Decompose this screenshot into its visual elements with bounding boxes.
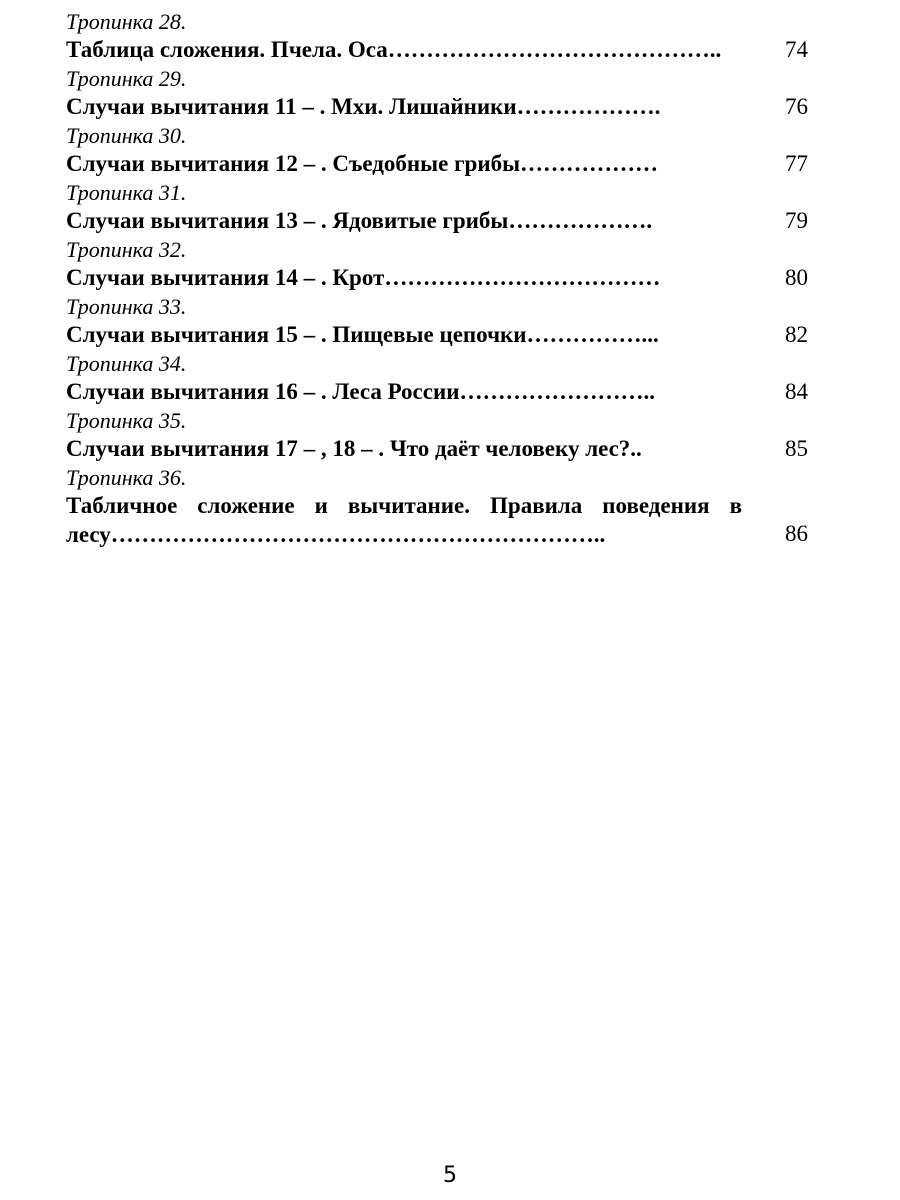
entry-title: Случаи вычитания 14 – . Крот………………………………	[66, 265, 661, 290]
toc-entry	[66, 236, 808, 293]
page-number: 5	[443, 1163, 457, 1188]
entry-row	[66, 320, 808, 350]
section-label: Тропинка 35.	[66, 408, 187, 433]
entry-page-number: 77	[785, 151, 808, 176]
entry-page-number: 86	[785, 521, 808, 546]
entry-row	[66, 35, 808, 65]
entry-title: Случаи вычитания 17 – , 18 – . Что даёт человеку лес?..	[66, 436, 642, 461]
toc-entry	[66, 293, 808, 350]
entry-row	[66, 149, 808, 179]
toc-entry	[66, 350, 808, 407]
entry-page-number: 74	[785, 37, 808, 62]
toc-entry	[66, 122, 808, 179]
section-label: Тропинка 28.	[66, 9, 187, 34]
entry-title: Таблица сложения. Пчела. Оса……………………………………..	[66, 37, 722, 62]
toc-entry	[66, 179, 808, 236]
entry-row	[66, 434, 808, 464]
entry-title: Случаи вычитания 11 – . Мхи. Лишайники……………….	[66, 94, 661, 119]
toc-entry	[66, 8, 808, 65]
entry-title: Случаи вычитания 13 – . Ядовитые грибы……………….	[66, 208, 653, 233]
toc-entry	[66, 407, 808, 464]
entry-row	[66, 92, 808, 122]
entry-row	[66, 263, 808, 293]
section-label: Тропинка 36.	[66, 465, 187, 490]
entry-row	[66, 206, 808, 236]
entry-title: Табличное сложение и вычитание. Правила поведения в лесу………………………………………………………..	[66, 493, 742, 547]
entry-title: Случаи вычитания 15 – . Пищевые цепочки……………...	[66, 322, 659, 347]
entry-page-number: 76	[785, 94, 808, 119]
entry-row	[66, 491, 808, 549]
section-label: Тропинка 30.	[66, 123, 187, 148]
section-label: Тропинка 31.	[66, 180, 187, 205]
table-of-contents	[66, 8, 808, 549]
section-label: Тропинка 32.	[66, 237, 187, 262]
entry-page-number: 82	[785, 322, 808, 347]
toc-entry	[66, 464, 808, 549]
entry-page-number: 80	[785, 265, 808, 290]
entry-row	[66, 377, 808, 407]
toc-entry	[66, 65, 808, 122]
section-label: Тропинка 29.	[66, 66, 187, 91]
entry-page-number: 85	[785, 436, 808, 461]
section-label: Тропинка 33.	[66, 294, 187, 319]
section-label: Тропинка 34.	[66, 351, 187, 376]
entry-page-number: 84	[785, 379, 808, 404]
entry-title: Случаи вычитания 16 – . Леса России……………………..	[66, 379, 655, 404]
entry-title: Случаи вычитания 12 – . Съедобные грибы………………	[66, 151, 659, 176]
entry-page-number: 79	[785, 208, 808, 233]
